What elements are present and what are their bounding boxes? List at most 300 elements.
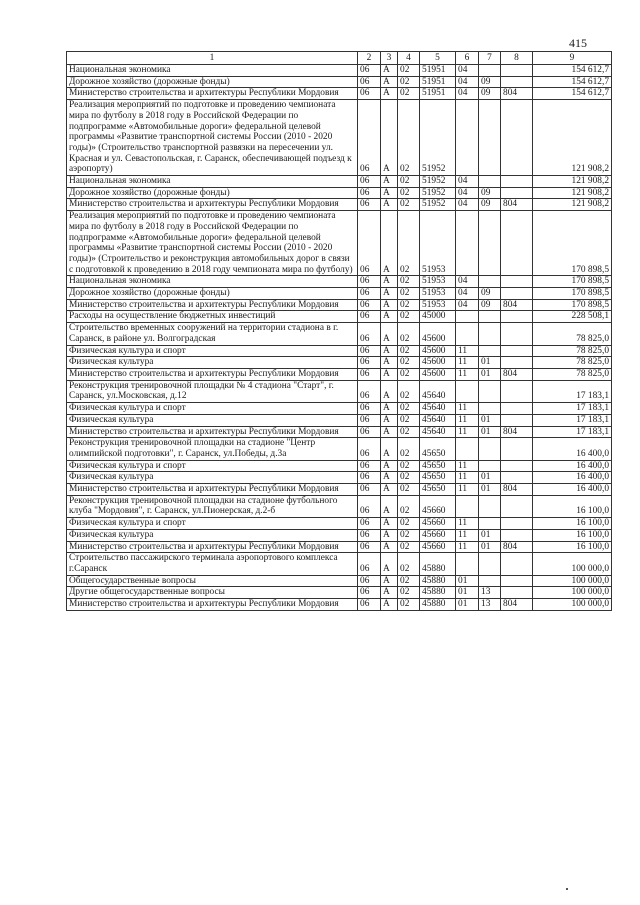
table-row <box>67 323 612 345</box>
cell-code-3: А <box>381 299 398 311</box>
cell-code-8 <box>501 345 533 357</box>
cell-code-8 <box>501 553 533 575</box>
cell-amount: 16 400,0 <box>533 472 612 484</box>
cell-code-7 <box>479 403 501 415</box>
cell-amount: 17 183,1 <box>533 403 612 415</box>
cell-amount: 228 508,1 <box>533 311 612 323</box>
cell-code-8 <box>501 414 533 426</box>
cell-code-5: 51953 <box>420 276 456 288</box>
cell-code-6: 11 <box>456 484 479 496</box>
cell-code-5: 45880 <box>420 575 456 587</box>
cell-code-8 <box>501 380 533 402</box>
cell-description: Физическая культура <box>67 529 358 541</box>
table-row <box>67 518 612 530</box>
cell-code-8 <box>501 575 533 587</box>
cell-code-2: 06 <box>358 472 381 484</box>
cell-code-2: 06 <box>358 599 381 611</box>
cell-code-7 <box>479 211 501 276</box>
cell-code-3: А <box>381 187 398 199</box>
cell-code-5: 45640 <box>420 380 456 402</box>
cell-code-5: 45650 <box>420 438 456 460</box>
table-row <box>67 199 612 211</box>
cell-code-8 <box>501 518 533 530</box>
cell-code-4: 02 <box>398 100 420 176</box>
cell-code-4: 02 <box>398 529 420 541</box>
cell-code-4: 02 <box>398 288 420 300</box>
cell-code-5: 45650 <box>420 460 456 472</box>
cell-code-8: 804 <box>501 484 533 496</box>
cell-code-5: 45600 <box>420 357 456 369</box>
cell-code-6: 01 <box>456 599 479 611</box>
table-row <box>67 65 612 77</box>
cell-amount: 17 183,1 <box>533 380 612 402</box>
cell-code-5: 51951 <box>420 76 456 88</box>
cell-code-3: А <box>381 599 398 611</box>
cell-description: Общегосударственные вопросы <box>67 575 358 587</box>
header-cell: 3 <box>381 52 398 65</box>
cell-code-7 <box>479 380 501 402</box>
cell-code-5: 45880 <box>420 599 456 611</box>
cell-code-7: 09 <box>479 299 501 311</box>
table-row <box>67 541 612 553</box>
cell-description: Строительство пассажирского терминала аэропортового комплекса г.Саранск <box>67 553 358 575</box>
cell-code-2: 06 <box>358 438 381 460</box>
cell-code-2: 06 <box>358 276 381 288</box>
cell-code-6 <box>456 100 479 176</box>
cell-code-5: 45880 <box>420 587 456 599</box>
cell-code-8 <box>501 357 533 369</box>
header-cell: 2 <box>358 52 381 65</box>
cell-code-4: 02 <box>398 88 420 100</box>
cell-amount: 16 100,0 <box>533 541 612 553</box>
cell-code-6: 04 <box>456 88 479 100</box>
cell-code-4: 02 <box>398 357 420 369</box>
table-row <box>67 311 612 323</box>
cell-code-4: 02 <box>398 345 420 357</box>
cell-code-2: 06 <box>358 403 381 415</box>
cell-code-7: 01 <box>479 529 501 541</box>
cell-description: Министерство строительства и архитектуры Республики Мордовия <box>67 426 358 438</box>
cell-amount: 154 612,7 <box>533 65 612 77</box>
cell-code-7: 13 <box>479 599 501 611</box>
cell-description: Реализация мероприятий по подготовке и проведению чемпионата мира по футболу в 2018 году в Российской Федерации по подпрограмме «Автомобильные дороги» федеральной целевой программы «Развитие транспортной системы России (2010 - 2020 годы)» (Строительство транспортной развязки на пересечении ул. Красная и ул. Севастопольская, г. Саранск, обеспечивающей подъезд к аэропорту) <box>67 100 358 176</box>
table-row <box>67 357 612 369</box>
cell-code-4: 02 <box>398 472 420 484</box>
cell-description: Другие общегосударственные вопросы <box>67 587 358 599</box>
table-row <box>67 299 612 311</box>
cell-code-6: 04 <box>456 199 479 211</box>
cell-code-8 <box>501 65 533 77</box>
cell-code-5: 45640 <box>420 426 456 438</box>
cell-description: Дорожное хозяйство (дорожные фонды) <box>67 288 358 300</box>
cell-code-2: 06 <box>358 380 381 402</box>
cell-code-7 <box>479 495 501 517</box>
cell-amount: 16 100,0 <box>533 495 612 517</box>
table-header-row <box>67 52 612 65</box>
cell-description: Национальная экономика <box>67 176 358 188</box>
cell-description: Строительство временных сооружений на территории стадиона в г. Саранск, в районе ул. Волгоградская <box>67 323 358 345</box>
cell-description: Дорожное хозяйство (дорожные фонды) <box>67 187 358 199</box>
table-body <box>67 65 612 611</box>
cell-code-7: 09 <box>479 187 501 199</box>
cell-description: Национальная экономика <box>67 65 358 77</box>
cell-code-3: А <box>381 438 398 460</box>
cell-code-8: 804 <box>501 88 533 100</box>
cell-code-4: 02 <box>398 211 420 276</box>
table-row <box>67 176 612 188</box>
cell-code-3: А <box>381 88 398 100</box>
table-row <box>67 368 612 380</box>
cell-code-6: 11 <box>456 357 479 369</box>
cell-code-2: 06 <box>358 414 381 426</box>
cell-description: Министерство строительства и архитектуры Республики Мордовия <box>67 199 358 211</box>
cell-code-5: 45640 <box>420 414 456 426</box>
table-row <box>67 288 612 300</box>
table-row <box>67 211 612 276</box>
cell-code-3: А <box>381 529 398 541</box>
header-cell: 5 <box>420 52 456 65</box>
cell-code-3: А <box>381 276 398 288</box>
cell-code-5: 51951 <box>420 65 456 77</box>
table-row <box>67 438 612 460</box>
table-row <box>67 529 612 541</box>
cell-code-2: 06 <box>358 518 381 530</box>
cell-code-4: 02 <box>398 518 420 530</box>
cell-description: Физическая культура и спорт <box>67 460 358 472</box>
table-row <box>67 484 612 496</box>
cell-code-7: 09 <box>479 88 501 100</box>
cell-code-4: 02 <box>398 495 420 517</box>
cell-code-3: А <box>381 176 398 188</box>
cell-code-2: 06 <box>358 426 381 438</box>
cell-code-4: 02 <box>398 438 420 460</box>
cell-code-3: А <box>381 472 398 484</box>
header-cell: 7 <box>479 52 501 65</box>
cell-code-8 <box>501 288 533 300</box>
cell-code-2: 06 <box>358 311 381 323</box>
cell-code-4: 02 <box>398 403 420 415</box>
cell-code-4: 02 <box>398 460 420 472</box>
cell-code-8 <box>501 100 533 176</box>
cell-code-7 <box>479 323 501 345</box>
cell-code-6: 11 <box>456 529 479 541</box>
table-row <box>67 599 612 611</box>
cell-amount: 121 908,2 <box>533 199 612 211</box>
cell-code-7 <box>479 553 501 575</box>
cell-amount: 16 100,0 <box>533 518 612 530</box>
cell-code-5: 45660 <box>420 529 456 541</box>
cell-amount: 170 898,5 <box>533 299 612 311</box>
cell-code-3: А <box>381 587 398 599</box>
cell-code-3: А <box>381 460 398 472</box>
cell-code-4: 02 <box>398 199 420 211</box>
cell-code-6: 01 <box>456 587 479 599</box>
cell-code-4: 02 <box>398 276 420 288</box>
cell-code-3: А <box>381 541 398 553</box>
cell-code-3: А <box>381 414 398 426</box>
cell-amount: 16 100,0 <box>533 529 612 541</box>
scan-speck <box>566 888 568 890</box>
cell-code-2: 06 <box>358 88 381 100</box>
cell-code-6: 04 <box>456 288 479 300</box>
cell-code-3: А <box>381 357 398 369</box>
cell-code-7 <box>479 575 501 587</box>
cell-code-2: 06 <box>358 323 381 345</box>
cell-description: Реконструкция тренировочной площадки на стадионе футбольного клуба "Мордовия", г. Саранск, ул.Пионерская, д.2-б <box>67 495 358 517</box>
cell-description: Физическая культура и спорт <box>67 403 358 415</box>
table-row <box>67 403 612 415</box>
cell-code-6 <box>456 380 479 402</box>
cell-code-6: 01 <box>456 575 479 587</box>
cell-code-8 <box>501 587 533 599</box>
cell-code-7: 01 <box>479 414 501 426</box>
cell-code-6: 11 <box>456 460 479 472</box>
table-row <box>67 472 612 484</box>
cell-code-3: А <box>381 211 398 276</box>
cell-code-3: А <box>381 199 398 211</box>
cell-code-2: 06 <box>358 288 381 300</box>
cell-description: Физическая культура <box>67 472 358 484</box>
cell-description: Министерство строительства и архитектуры Республики Мордовия <box>67 88 358 100</box>
cell-amount: 170 898,5 <box>533 288 612 300</box>
cell-code-4: 02 <box>398 426 420 438</box>
cell-code-6 <box>456 311 479 323</box>
header-cell: 4 <box>398 52 420 65</box>
cell-code-7: 09 <box>479 76 501 88</box>
cell-code-4: 02 <box>398 553 420 575</box>
cell-amount: 78 825,0 <box>533 345 612 357</box>
cell-code-7: 01 <box>479 368 501 380</box>
table-row <box>67 76 612 88</box>
cell-code-3: А <box>381 575 398 587</box>
cell-code-8 <box>501 438 533 460</box>
cell-code-7: 09 <box>479 199 501 211</box>
cell-code-7 <box>479 65 501 77</box>
cell-code-5: 45660 <box>420 518 456 530</box>
cell-code-2: 06 <box>358 529 381 541</box>
cell-code-6: 04 <box>456 276 479 288</box>
cell-code-3: А <box>381 518 398 530</box>
cell-code-6 <box>456 323 479 345</box>
cell-code-2: 06 <box>358 484 381 496</box>
cell-amount: 100 000,0 <box>533 599 612 611</box>
cell-code-7: 01 <box>479 472 501 484</box>
cell-code-7: 01 <box>479 426 501 438</box>
cell-code-5: 45000 <box>420 311 456 323</box>
cell-code-7: 09 <box>479 288 501 300</box>
table-row <box>67 414 612 426</box>
cell-code-4: 02 <box>398 368 420 380</box>
cell-code-5: 45650 <box>420 484 456 496</box>
cell-description: Министерство строительства и архитектуры Республики Мордовия <box>67 541 358 553</box>
cell-code-8 <box>501 403 533 415</box>
cell-amount: 78 825,0 <box>533 368 612 380</box>
cell-code-5: 51952 <box>420 176 456 188</box>
cell-code-3: А <box>381 380 398 402</box>
cell-code-6: 11 <box>456 414 479 426</box>
cell-code-4: 02 <box>398 587 420 599</box>
cell-code-5: 45640 <box>420 403 456 415</box>
cell-code-2: 06 <box>358 187 381 199</box>
cell-code-5: 45600 <box>420 323 456 345</box>
page-number: 415 <box>569 36 587 50</box>
cell-code-3: А <box>381 323 398 345</box>
cell-code-6: 11 <box>456 541 479 553</box>
cell-code-2: 06 <box>358 587 381 599</box>
cell-code-5: 45880 <box>420 553 456 575</box>
cell-description: Физическая культура и спорт <box>67 518 358 530</box>
cell-code-5: 45600 <box>420 368 456 380</box>
cell-amount: 170 898,5 <box>533 211 612 276</box>
cell-code-5: 51953 <box>420 288 456 300</box>
cell-description: Национальная экономика <box>67 276 358 288</box>
cell-amount: 121 908,2 <box>533 176 612 188</box>
cell-code-3: А <box>381 368 398 380</box>
cell-code-5: 51952 <box>420 199 456 211</box>
cell-code-6: 11 <box>456 518 479 530</box>
cell-code-4: 02 <box>398 176 420 188</box>
cell-code-5: 51953 <box>420 211 456 276</box>
cell-amount: 17 183,1 <box>533 426 612 438</box>
cell-code-4: 02 <box>398 311 420 323</box>
cell-code-5: 51952 <box>420 100 456 176</box>
cell-code-3: А <box>381 76 398 88</box>
cell-code-4: 02 <box>398 380 420 402</box>
cell-amount: 17 183,1 <box>533 414 612 426</box>
cell-code-5: 51952 <box>420 187 456 199</box>
cell-code-4: 02 <box>398 599 420 611</box>
cell-amount: 100 000,0 <box>533 553 612 575</box>
cell-code-6: 04 <box>456 187 479 199</box>
cell-code-3: А <box>381 311 398 323</box>
cell-code-4: 02 <box>398 76 420 88</box>
cell-code-4: 02 <box>398 575 420 587</box>
cell-code-2: 06 <box>358 368 381 380</box>
cell-code-2: 06 <box>358 199 381 211</box>
cell-description: Реконструкция тренировочной площадки на стадионе "Центр олимпийской подготовки", г. Саранск, ул.Победы, д.3а <box>67 438 358 460</box>
cell-code-7: 13 <box>479 587 501 599</box>
cell-code-3: А <box>381 426 398 438</box>
cell-amount: 100 000,0 <box>533 575 612 587</box>
cell-code-4: 02 <box>398 187 420 199</box>
cell-amount: 170 898,5 <box>533 276 612 288</box>
cell-code-8 <box>501 187 533 199</box>
cell-code-3: А <box>381 345 398 357</box>
cell-code-6: 11 <box>456 368 479 380</box>
cell-code-6: 04 <box>456 65 479 77</box>
cell-description: Министерство строительства и архитектуры Республики Мордовия <box>67 484 358 496</box>
cell-code-7: 01 <box>479 541 501 553</box>
cell-description: Дорожное хозяйство (дорожные фонды) <box>67 76 358 88</box>
cell-code-8 <box>501 311 533 323</box>
cell-code-2: 06 <box>358 299 381 311</box>
cell-amount: 154 612,7 <box>533 76 612 88</box>
cell-code-8 <box>501 276 533 288</box>
cell-code-2: 06 <box>358 460 381 472</box>
cell-amount: 121 908,2 <box>533 187 612 199</box>
cell-code-8 <box>501 211 533 276</box>
cell-amount: 78 825,0 <box>533 323 612 345</box>
cell-code-2: 06 <box>358 553 381 575</box>
cell-code-6: 11 <box>456 426 479 438</box>
header-cell: 9 <box>533 52 612 65</box>
cell-code-5: 45600 <box>420 345 456 357</box>
cell-code-8 <box>501 472 533 484</box>
cell-code-6: 04 <box>456 176 479 188</box>
cell-description: Министерство строительства и архитектуры Республики Мордовия <box>67 368 358 380</box>
table-row <box>67 380 612 402</box>
cell-code-2: 06 <box>358 100 381 176</box>
cell-code-7: 01 <box>479 357 501 369</box>
cell-code-6 <box>456 211 479 276</box>
cell-code-7 <box>479 460 501 472</box>
cell-code-5: 51951 <box>420 88 456 100</box>
cell-code-3: А <box>381 484 398 496</box>
cell-code-3: А <box>381 65 398 77</box>
cell-code-4: 02 <box>398 541 420 553</box>
cell-code-2: 06 <box>358 541 381 553</box>
cell-code-8 <box>501 323 533 345</box>
cell-code-8 <box>501 529 533 541</box>
table-row <box>67 100 612 176</box>
cell-code-7 <box>479 311 501 323</box>
cell-code-7 <box>479 518 501 530</box>
cell-code-5: 51953 <box>420 299 456 311</box>
table-row <box>67 345 612 357</box>
cell-code-3: А <box>381 553 398 575</box>
cell-description: Реконструкция тренировочной площадки № 4 стадиона "Старт", г. Саранск, ул.Московская, д.12 <box>67 380 358 402</box>
cell-description: Физическая культура <box>67 414 358 426</box>
cell-amount: 154 612,7 <box>533 88 612 100</box>
cell-code-8 <box>501 76 533 88</box>
table-row <box>67 553 612 575</box>
cell-code-6: 04 <box>456 76 479 88</box>
cell-code-8 <box>501 495 533 517</box>
cell-code-7 <box>479 276 501 288</box>
cell-code-7 <box>479 345 501 357</box>
table-row <box>67 88 612 100</box>
cell-code-6 <box>456 553 479 575</box>
cell-code-5: 45660 <box>420 541 456 553</box>
cell-code-8: 804 <box>501 368 533 380</box>
cell-code-2: 06 <box>358 575 381 587</box>
cell-amount: 78 825,0 <box>533 357 612 369</box>
cell-amount: 16 400,0 <box>533 484 612 496</box>
cell-code-6 <box>456 495 479 517</box>
cell-code-2: 06 <box>358 357 381 369</box>
cell-code-6: 11 <box>456 345 479 357</box>
cell-code-3: А <box>381 100 398 176</box>
header-cell: 6 <box>456 52 479 65</box>
cell-description: Реализация мероприятий по подготовке и проведению чемпионата мира по футболу в 2018 году в Российской Федерации по подпрограмме «Автомобильные дороги» федеральной целевой программы «Развитие транспортной системы России (2010 - 2020 годы)» (Строительство и реконструкция автомобильных дорог в связи с подготовкой к проведению в 2018 году чемпионата мира по футболу) <box>67 211 358 276</box>
cell-code-3: А <box>381 495 398 517</box>
cell-code-2: 06 <box>358 176 381 188</box>
cell-code-7 <box>479 438 501 460</box>
cell-code-6 <box>456 438 479 460</box>
cell-amount: 100 000,0 <box>533 587 612 599</box>
cell-code-8: 804 <box>501 426 533 438</box>
cell-code-6: 11 <box>456 472 479 484</box>
cell-amount: 16 400,0 <box>533 438 612 460</box>
cell-code-4: 02 <box>398 299 420 311</box>
table-row <box>67 276 612 288</box>
cell-amount: 121 908,2 <box>533 100 612 176</box>
cell-code-2: 06 <box>358 345 381 357</box>
table-row <box>67 495 612 517</box>
cell-code-7 <box>479 176 501 188</box>
cell-code-8 <box>501 176 533 188</box>
cell-code-2: 06 <box>358 76 381 88</box>
